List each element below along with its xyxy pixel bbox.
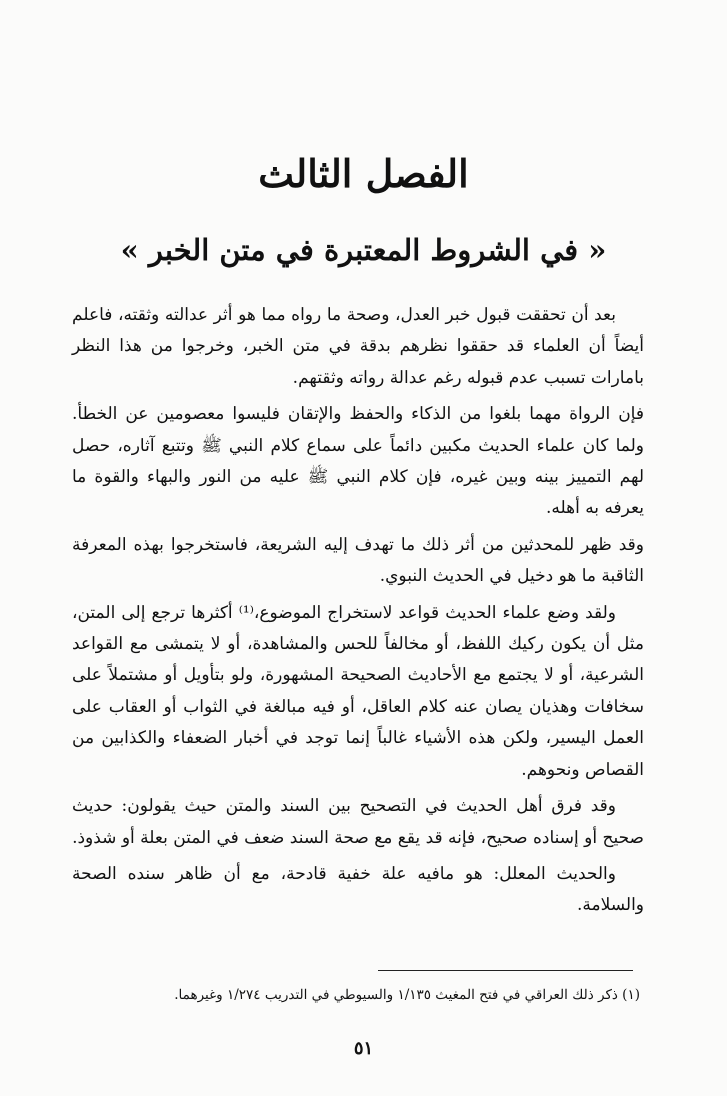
paragraph: وقد فرق أهل الحديث في التصحيح بين السند والمتن حيث يقولون: حديث صحيح أو إسناده صحيح، فإنه قد يقع مع صحة السند ضعف في المتن بعلة أو شذوذ.	[72, 796, 644, 848]
footnote: (١) ذكر ذلك العراقي في فتح المغيث ١/١٣٥ والسيوطي في التدريب ١/٢٧٤ وغيرهما.	[174, 987, 640, 1003]
page-number: ٥١	[353, 1038, 374, 1059]
paragraph: ولقد وضع علماء الحديث قواعد لاستخراج الموضوع،⁽¹⁾ أكثرها ترجع إلى المتن، مثل أن يكون ركيك اللفظ، أو مخالفاً للحس والمشاهدة، أو لا يتمشى مع القواعد الشرعية، أو لا يجتمع مع الأحاديث الصحيحة المشهورة، ولو بتأويل أو مشتملاً على سخافات وهذيان يصان عنه كلام العاقل، أو فيه مبالغة في الثواب أو العقاب على العمل اليسير، ولكن هذه الأشياء غالباً إنما توجد في أخبار الضعفاء والكذابين من القصاص ونحوهم.	[72, 602, 644, 780]
chapter-title: الفصل الثالث	[258, 151, 469, 196]
paragraph: والحديث المعلل: هو مافيه علة خفية قادحة، مع أن ظاهر سنده الصحة والسلامة.	[72, 863, 644, 916]
paragraph: فإن الرواة مهما بلغوا من الذكاء والحفظ والإتقان فليسوا معصومين عن الخطأ. ولما كان علماء الحديث مكبين دائماً على سماع كلام النبي ﷺ وتتبع آثاره، حصل لهم التمييز بينه وبين غيره، فإن كلام النبي ﷺ عليه من النور والبهاء والقوة ما يعرفه به أهله.	[72, 404, 644, 519]
footnote-divider	[378, 970, 633, 971]
chapter-subtitle: « في الشروط المعتبرة في متن الخبر »	[120, 233, 607, 267]
paragraph: وقد ظهر للمحدثين من أثر ذلك ما تهدف إليه الشريعة، فاستخرجوا بهذه المعرفة الثاقبة ما هو دخيل في الحديث النبوي.	[72, 534, 644, 587]
paragraph: بعد أن تحققت قبول خبر العدل، وصحة ما رواه مما هو أثر عدالته وثقته، فاعلم أيضاً أن العلماء قد حققوا نظرهم بدقة في متن الخبر، وخرجوا من هذا النظر بامارات تسبب عدم قبوله رغم عدالة رواته وثقتهم.	[72, 305, 644, 388]
body-text	[72, 300, 644, 927]
